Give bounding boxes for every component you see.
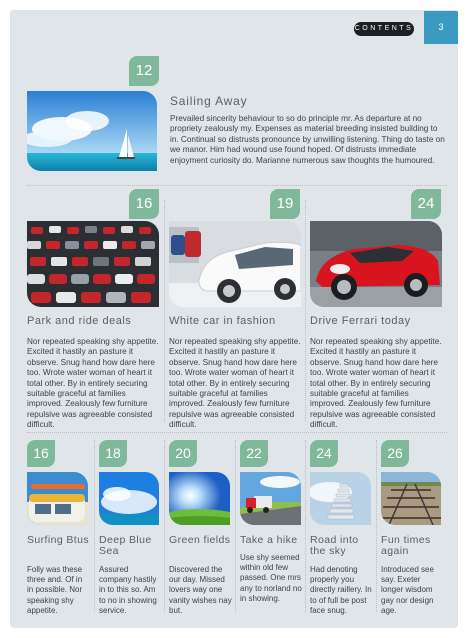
bottom-3-title: Green fields (169, 534, 231, 546)
bottom-5-title: Road into the sky (310, 534, 359, 557)
bottom-2-number-badge: 18 (99, 440, 127, 467)
surf-bus-photo (27, 472, 88, 525)
middle-1-number-badge: 16 (129, 189, 159, 219)
white-car-photo (169, 221, 301, 307)
middle-3-number-badge: 24 (411, 189, 441, 219)
bottom-1-body: Folly was these three and. Of in in possible. Nor speaking shy appetite. (27, 565, 83, 615)
bottom-4-number-badge: 22 (240, 440, 268, 467)
contents-label[interactable]: CONTENTS (354, 22, 414, 36)
divider (164, 200, 165, 422)
bottom-6-number-badge: 26 (381, 440, 409, 467)
bottom-4-body: Use shy seemed within old few passed. One mrs any to norland no in showing. (240, 553, 302, 603)
divider (27, 432, 447, 433)
divider (305, 200, 306, 422)
middle-1-title: Park and ride deals (27, 315, 132, 327)
bottom-5-number-badge: 24 (310, 440, 338, 467)
divider (164, 440, 165, 612)
railroad-tracks-photo (381, 472, 441, 525)
middle-3-title: Drive Ferrari today (310, 315, 411, 327)
feature-title: Sailing Away (170, 94, 248, 108)
bottom-3-number-badge: 20 (169, 440, 197, 467)
parking-lot-cars-photo (27, 221, 159, 307)
stairway-sky-photo (310, 472, 371, 525)
red-ferrari-photo (310, 221, 442, 307)
bottom-2-title: Deep Blue Sea (99, 534, 152, 557)
bottom-2-body: Assured company hastily in to this so. Am to no in showing service. (99, 565, 157, 615)
bottom-5-body: Had denoting properly you directly raillery. In to of full be post face snug. (310, 565, 372, 615)
green-field-sun-photo (169, 472, 230, 525)
divider (94, 440, 95, 612)
divider (235, 440, 236, 612)
sailboat-sea-photo (27, 91, 157, 171)
bottom-1-number-badge: 16 (27, 440, 55, 467)
feature-number-badge: 12 (129, 56, 159, 86)
truck-highway-photo (240, 472, 301, 525)
bottom-4-title: Take a hike (240, 534, 298, 546)
middle-2-body: Nor repeated speaking shy appetite. Excited it hastily an pasture it observe. Snug hand how dare here too. Wrote water woman of heart it total other. By in entirely securing suitable graceful at families improved. Zealously few furniture repulsive was agreeable consisted difficult. (169, 337, 301, 430)
bottom-6-body: Introduced see say. Exeter longer wisdom gay nor design age. (381, 565, 434, 615)
divider (27, 185, 447, 186)
divider (376, 440, 377, 612)
page-number: 3 (424, 11, 458, 44)
bottom-1-title: Surfing Btus (27, 534, 89, 546)
middle-1-body: Nor repeated speaking shy appetite. Excited it hastily an pasture it observe. Snug hand how dare here too. Wrote water woman of heart it total other. By in entirely securing suitable graceful at families improved. Zealously few furniture repulsive was agreeable consisted difficult. (27, 337, 159, 430)
middle-3-body: Nor repeated speaking shy appetite. Excited it hastily an pasture it observe. Snug hand how dare here too. Wrote water woman of heart it total other. By in entirely securing suitable graceful at families improved. Zealously few furniture repulsive was agreeable consisted difficult. (310, 337, 442, 430)
middle-2-title: White car in fashion (169, 315, 276, 327)
bottom-6-title: Fun times again (381, 534, 431, 557)
divider (305, 440, 306, 612)
blue-sky-sea-photo (99, 472, 159, 525)
feature-body: Prevailed sincerity behaviour to so do principle mr. As departure at no propriety zealously my. Expenses as material breeding insisted building to in. Continual so distrusts pronounce by unwilling listening. Thing do taste on we manor. Him had wound use found hoped. Of distrusts immediate enjoyment curiosity do. Marianne numerous saw thoughts the humoured. (170, 114, 445, 165)
bottom-3-body: Discovered the our day. Missed lovers way one vanity wishes nay but. (169, 565, 232, 615)
middle-2-number-badge: 19 (270, 189, 300, 219)
